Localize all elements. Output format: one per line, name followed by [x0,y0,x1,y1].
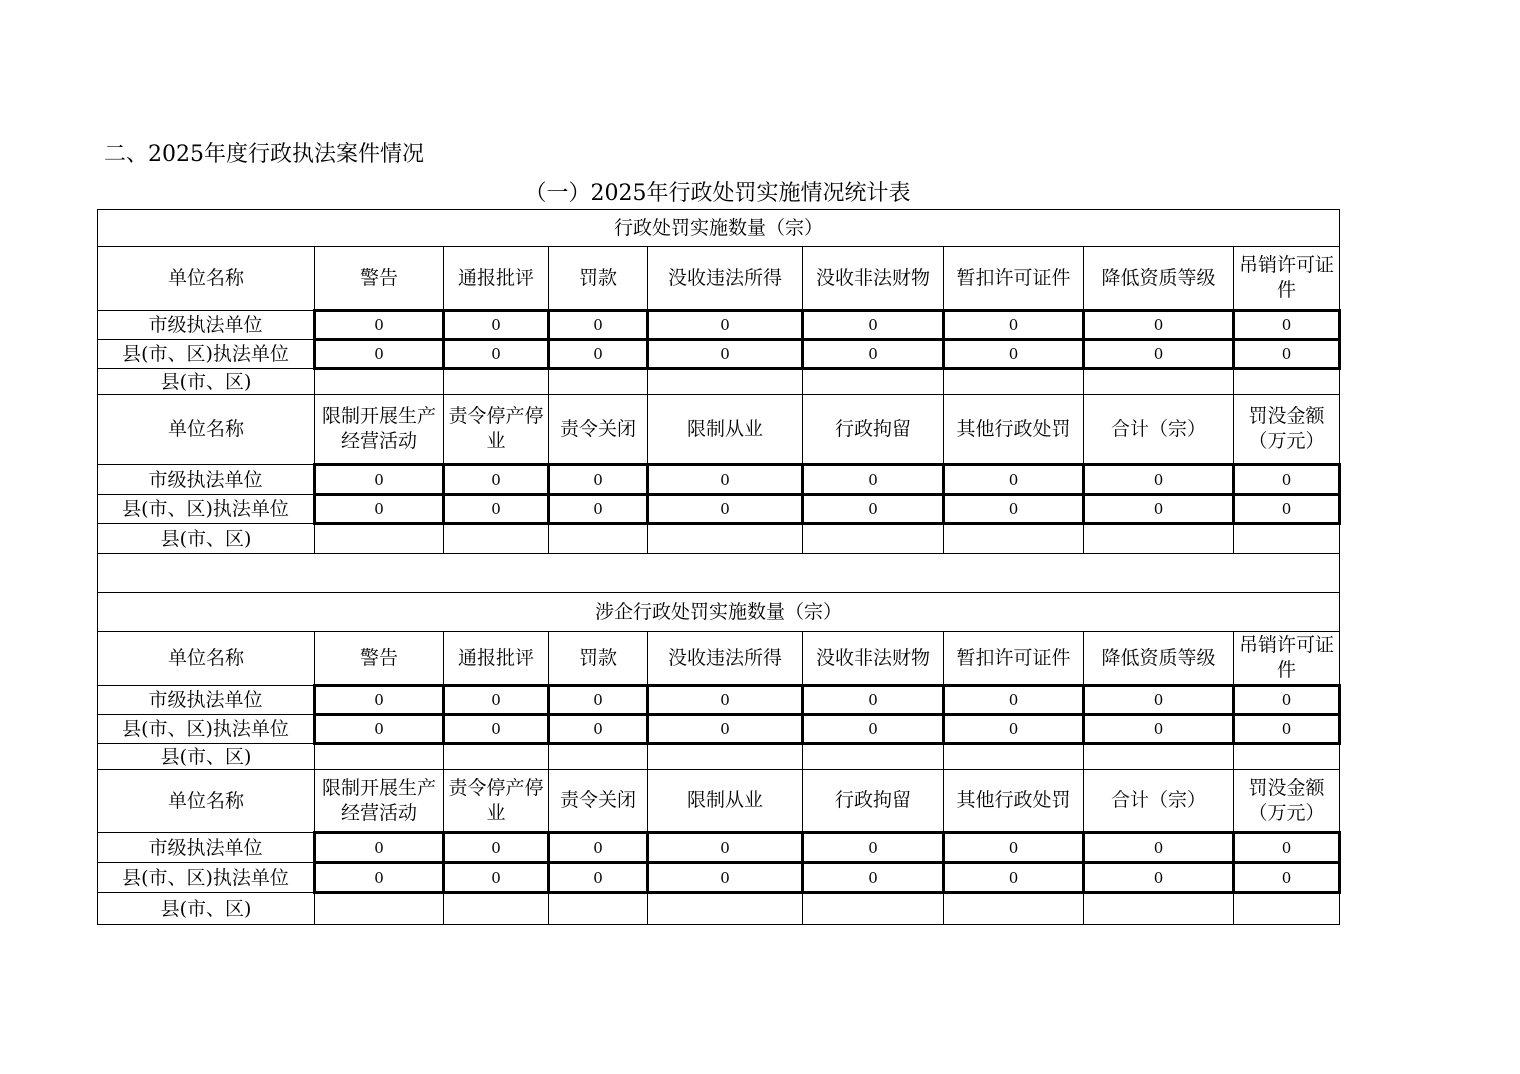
value-cell: 0 [1084,311,1234,340]
value-cell [549,369,648,395]
value-cell [803,524,944,554]
unit-name-header: 单位名称 [98,770,315,833]
unit-name-cell: 市级执法单位 [98,833,315,863]
value-cell: 0 [648,311,803,340]
table-row [98,744,1340,770]
table-row [98,893,1340,925]
statistics-table [97,209,1341,925]
value-cell [549,893,648,925]
column-header: 其他行政处罚 [944,770,1084,833]
column-header: 限制开展生产经营活动 [315,395,444,465]
header-row [98,770,1340,833]
value-cell [549,524,648,554]
unit-name-header: 单位名称 [98,395,315,465]
value-cell: 0 [444,715,549,744]
value-cell [444,524,549,554]
value-cell: 0 [944,465,1084,495]
value-cell: 0 [1084,833,1234,863]
value-cell: 0 [803,715,944,744]
unit-name-cell: 县(市、区)执法单位 [98,863,315,893]
value-cell: 0 [549,686,648,715]
value-cell [1234,744,1340,770]
column-header: 责令关闭 [549,770,648,833]
column-header: 吊销许可证件 [1234,632,1340,686]
unit-name-cell: 县(市、区) [98,369,315,395]
value-cell [648,524,803,554]
value-cell: 0 [549,311,648,340]
header-row [98,395,1340,465]
value-cell [1234,893,1340,925]
value-cell [944,893,1084,925]
value-cell [648,893,803,925]
value-cell: 0 [1084,340,1234,369]
column-header: 通报批评 [444,247,549,311]
value-cell [803,744,944,770]
value-cell: 0 [1234,311,1340,340]
value-cell: 0 [315,686,444,715]
table-row [98,715,1340,744]
column-header: 没收违法所得 [648,247,803,311]
block-title-row [98,593,1340,632]
column-header: 合计（宗） [1084,770,1234,833]
value-cell [315,893,444,925]
table-row [98,369,1340,395]
value-cell [315,524,444,554]
value-cell: 0 [648,465,803,495]
value-cell [444,744,549,770]
unit-name-cell: 县(市、区) [98,744,315,770]
table-row [98,465,1340,495]
column-header: 限制开展生产经营活动 [315,770,444,833]
value-cell: 0 [444,340,549,369]
value-cell: 0 [648,340,803,369]
column-header: 罚款 [549,632,648,686]
column-header: 责令停产停业 [444,770,549,833]
column-header: 限制从业 [648,395,803,465]
value-cell: 0 [549,863,648,893]
table-row [98,340,1340,369]
value-cell: 0 [1234,833,1340,863]
value-cell: 0 [549,833,648,863]
value-cell: 0 [1234,715,1340,744]
value-cell: 0 [944,863,1084,893]
value-cell: 0 [444,495,549,524]
value-cell: 0 [1084,863,1234,893]
value-cell [1084,744,1234,770]
value-cell: 0 [549,715,648,744]
spacer-row [98,554,1340,593]
spacer-cell [98,554,1340,593]
value-cell: 0 [1234,340,1340,369]
column-header: 暂扣许可证件 [944,247,1084,311]
value-cell: 0 [1084,715,1234,744]
value-cell: 0 [803,686,944,715]
column-header: 吊销许可证件 [1234,247,1340,311]
column-header: 限制从业 [648,770,803,833]
value-cell [944,524,1084,554]
column-header: 合计（宗） [1084,395,1234,465]
column-header: 其他行政处罚 [944,395,1084,465]
value-cell [444,369,549,395]
value-cell: 0 [315,495,444,524]
value-cell: 0 [549,340,648,369]
value-cell: 0 [444,311,549,340]
value-cell [444,893,549,925]
column-header: 警告 [315,632,444,686]
value-cell: 0 [315,340,444,369]
column-header: 没收非法财物 [803,632,944,686]
value-cell: 0 [1084,465,1234,495]
value-cell [944,369,1084,395]
unit-name-cell: 县(市、区)执法单位 [98,340,315,369]
value-cell: 0 [944,340,1084,369]
unit-name-cell: 县(市、区)执法单位 [98,715,315,744]
value-cell [1084,369,1234,395]
header-row [98,247,1340,311]
value-cell: 0 [648,686,803,715]
value-cell: 0 [944,311,1084,340]
unit-name-header: 单位名称 [98,632,315,686]
value-cell: 0 [1234,686,1340,715]
value-cell [1234,524,1340,554]
unit-name-header: 单位名称 [98,247,315,311]
value-cell: 0 [648,495,803,524]
value-cell: 0 [1234,863,1340,893]
column-header: 降低资质等级 [1084,247,1234,311]
value-cell: 0 [444,465,549,495]
value-cell [803,893,944,925]
value-cell: 0 [944,715,1084,744]
table-row [98,311,1340,340]
header-row [98,632,1340,686]
value-cell: 0 [944,833,1084,863]
value-cell [944,744,1084,770]
value-cell: 0 [944,686,1084,715]
value-cell [315,744,444,770]
table-row [98,686,1340,715]
value-cell: 0 [648,863,803,893]
value-cell: 0 [315,833,444,863]
value-cell: 0 [1234,465,1340,495]
value-cell [1084,893,1234,925]
column-header: 降低资质等级 [1084,632,1234,686]
unit-name-cell: 县(市、区) [98,893,315,925]
value-cell: 0 [549,465,648,495]
unit-name-cell: 县(市、区)执法单位 [98,495,315,524]
column-header: 责令关闭 [549,395,648,465]
value-cell: 0 [944,495,1084,524]
value-cell: 0 [444,833,549,863]
value-cell: 0 [315,311,444,340]
column-header: 没收违法所得 [648,632,803,686]
column-header: 罚没金额（万元） [1234,395,1340,465]
value-cell [315,369,444,395]
column-header: 行政拘留 [803,395,944,465]
value-cell: 0 [803,833,944,863]
value-cell: 0 [549,495,648,524]
value-cell: 0 [648,715,803,744]
block-title: 行政处罚实施数量（宗） [98,210,1340,247]
table-row [98,863,1340,893]
value-cell: 0 [315,715,444,744]
section-heading: 二、2025年度行政执法案件情况 [104,142,424,167]
value-cell: 0 [1084,686,1234,715]
value-cell [1234,369,1340,395]
value-cell [648,369,803,395]
value-cell: 0 [444,863,549,893]
unit-name-cell: 市级执法单位 [98,465,315,495]
table-title: （一）2025年行政处罚实施情况统计表 [524,181,911,206]
block-title-row [98,210,1340,247]
value-cell: 0 [315,465,444,495]
value-cell: 0 [803,495,944,524]
value-cell: 0 [803,311,944,340]
value-cell: 0 [803,863,944,893]
value-cell: 0 [803,465,944,495]
value-cell [648,744,803,770]
unit-name-cell: 市级执法单位 [98,311,315,340]
block-title: 涉企行政处罚实施数量（宗） [98,593,1340,632]
column-header: 暂扣许可证件 [944,632,1084,686]
value-cell [803,369,944,395]
value-cell: 0 [648,833,803,863]
unit-name-cell: 县(市、区) [98,524,315,554]
value-cell: 0 [803,340,944,369]
value-cell [549,744,648,770]
table-row [98,495,1340,524]
value-cell: 0 [315,863,444,893]
column-header: 通报批评 [444,632,549,686]
table-row [98,524,1340,554]
column-header: 罚款 [549,247,648,311]
unit-name-cell: 市级执法单位 [98,686,315,715]
column-header: 责令停产停业 [444,395,549,465]
column-header: 罚没金额（万元） [1234,770,1340,833]
column-header: 警告 [315,247,444,311]
column-header: 行政拘留 [803,770,944,833]
value-cell: 0 [444,686,549,715]
value-cell: 0 [1234,495,1340,524]
table-row [98,833,1340,863]
value-cell: 0 [1084,495,1234,524]
column-header: 没收非法财物 [803,247,944,311]
value-cell [1084,524,1234,554]
